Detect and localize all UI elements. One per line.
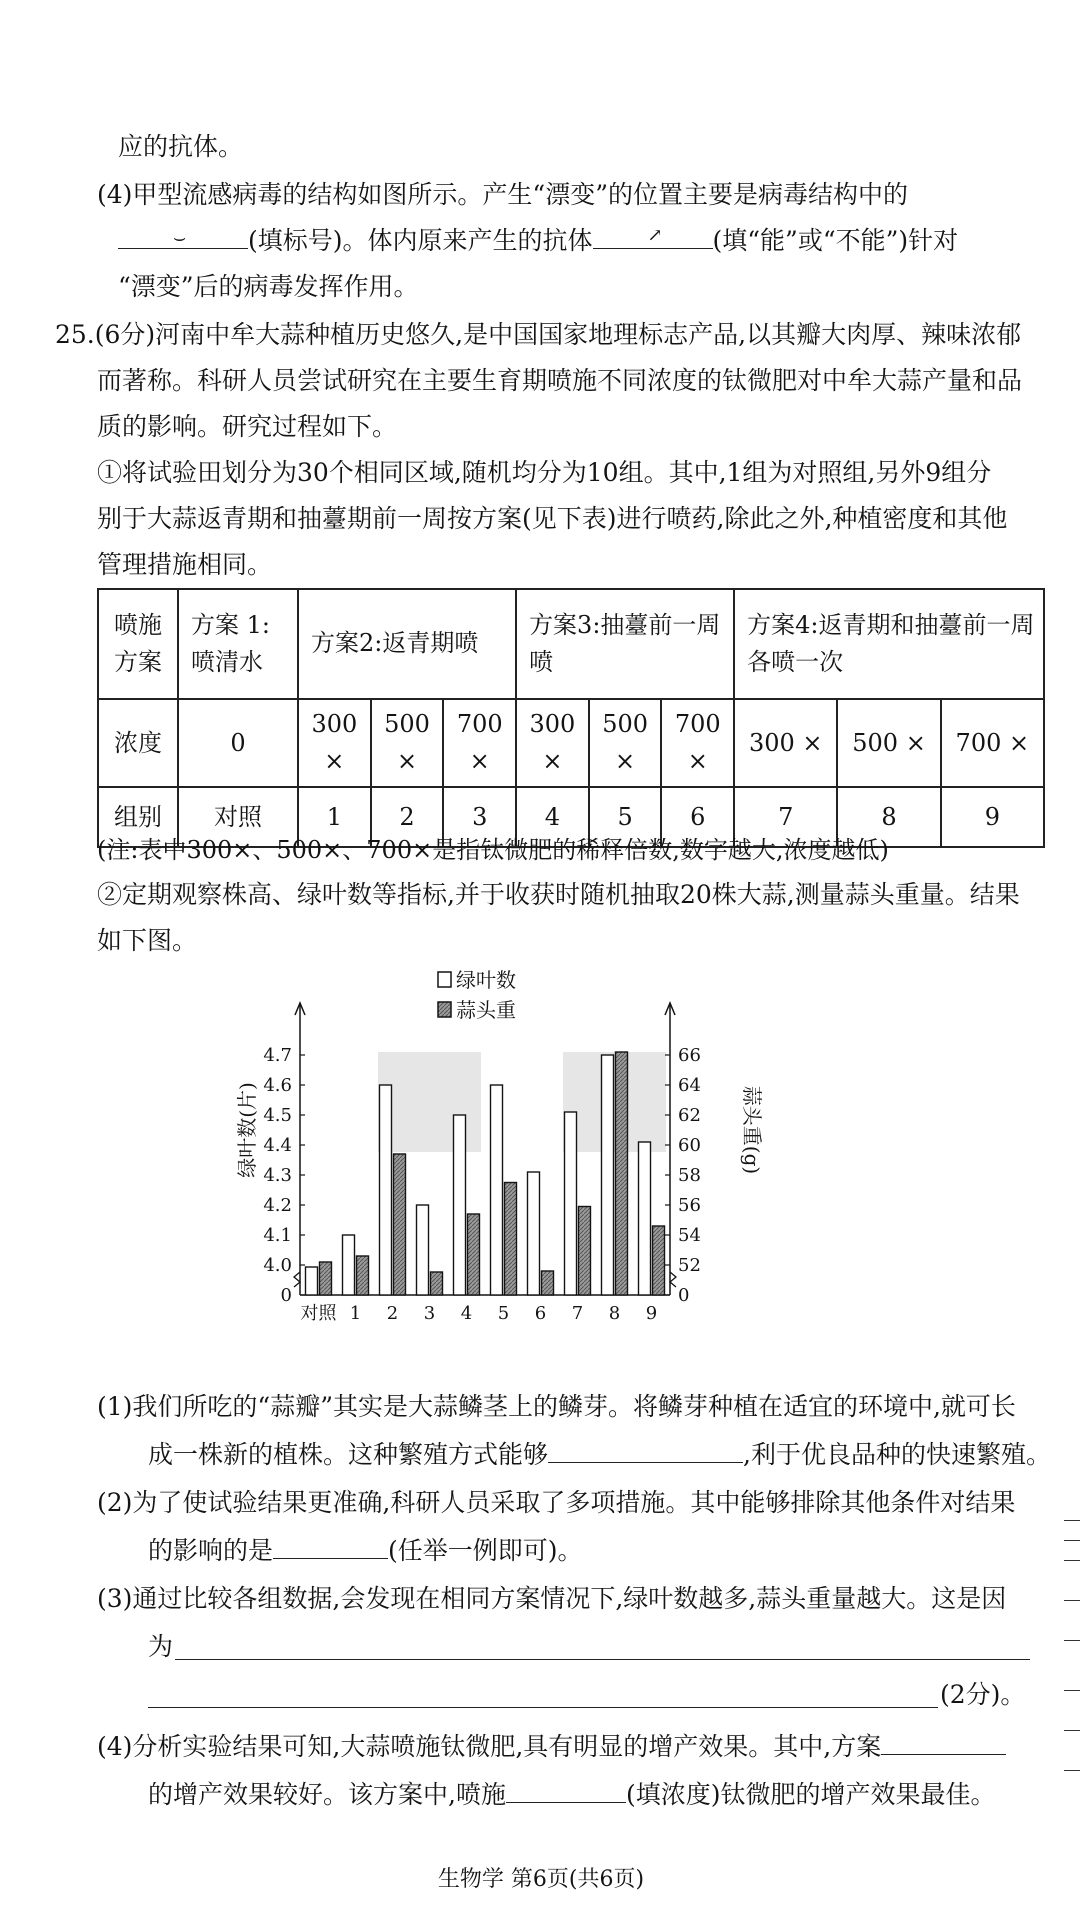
q25-4-answer-blank2[interactable]	[506, 1801, 626, 1803]
bar-green-leaf-count	[602, 1055, 614, 1295]
cell-conc-label: 浓度	[98, 699, 178, 787]
q25-intro-line3: 质的影响。研究过程如下。	[97, 412, 398, 441]
cell-group: 1	[298, 787, 371, 847]
margin-mark	[1064, 1540, 1080, 1541]
q25-intro-line2: 而著称。科研人员尝试研究在主要生育期喷施不同浓度的钛微肥对中牟大蒜产量和品	[97, 366, 1023, 395]
q25-1-line1: (1)我们所吃的“蒜瓣”其实是大蒜鳞茎上的鳞芽。将鳞芽种植在适宜的环境中,就可长	[97, 1392, 1016, 1421]
q24-4-line3: “漂变”后的病毒发挥作用。	[118, 272, 419, 301]
right-tick-label: 0	[678, 1285, 690, 1306]
x-tick-label: 对照	[300, 1303, 337, 1324]
bar-bulb-weight	[431, 1272, 443, 1295]
q25-3-answer-line1[interactable]	[175, 1658, 1030, 1660]
cell-conc: 300 ×	[516, 699, 589, 787]
cell-group: 3	[443, 787, 516, 847]
q25-2-line2-text-a: 的影响的是	[148, 1536, 274, 1565]
margin-mark	[1064, 1600, 1080, 1601]
scheme-table	[97, 588, 1045, 848]
bar-bulb-weight	[468, 1214, 480, 1295]
x-tick-label: 3	[423, 1303, 436, 1324]
left-tick-label: 4.7	[263, 1045, 292, 1066]
cell-group: 2	[371, 787, 444, 847]
cell-conc: 500 ×	[371, 699, 444, 787]
right-tick-label: 54	[678, 1225, 701, 1246]
margin-mark	[1064, 1690, 1080, 1691]
bar-green-leaf-count	[565, 1112, 577, 1295]
q25-4-line2	[148, 1780, 995, 1810]
x-tick-label: 1	[349, 1303, 362, 1324]
cell-scheme2: 方案2:返青期喷	[298, 589, 516, 699]
bar-green-leaf-count	[306, 1267, 318, 1295]
q25-step2-line1: ②定期观察株高、绿叶数等指标,并于收获时随机抽取20株大蒜,测量蒜头重量。结果	[97, 880, 1020, 909]
q25-4-line1	[97, 1732, 1006, 1762]
cell-group: 6	[661, 787, 734, 847]
x-tick-label: 5	[497, 1303, 510, 1324]
bar-bulb-weight	[394, 1154, 406, 1295]
bar-bulb-weight	[357, 1256, 369, 1295]
x-tick-label: 6	[534, 1303, 547, 1324]
bar-bulb-weight	[320, 1262, 332, 1295]
q25-1-answer-blank[interactable]	[548, 1461, 743, 1463]
shaded-scheme-region	[563, 1052, 666, 1152]
bar-green-leaf-count	[639, 1142, 651, 1295]
bar-bulb-weight	[653, 1226, 665, 1295]
left-tick-label: 4.1	[263, 1225, 292, 1246]
q25-2-line2-text-b: (任举一例即可)。	[388, 1536, 583, 1565]
left-tick-label: 4.4	[263, 1135, 292, 1156]
right-axis-title: 蒜头重(g)	[740, 1085, 764, 1175]
q25-step2-line2: 如下图。	[97, 926, 198, 955]
cell-conc: 300 ×	[298, 699, 371, 787]
left-tick-label: 4.0	[263, 1255, 292, 1276]
left-axis-title: 绿叶数(片)	[235, 1082, 259, 1178]
q24-4-line2	[118, 226, 958, 256]
margin-mark	[1064, 1560, 1080, 1561]
q25-3-points: (2分)。	[940, 1680, 1026, 1709]
q24-4-line2-end: (填“能”或“不能”)针对	[712, 226, 959, 255]
margin-mark	[1064, 1520, 1080, 1521]
handwriting-mark-1: ⌣	[173, 225, 187, 249]
left-axis-break	[294, 1272, 300, 1287]
cell-group: 4	[516, 787, 589, 847]
x-tick-label: 7	[571, 1303, 584, 1324]
cell-scheme-label: 喷施方案	[98, 589, 178, 699]
q25-4-line2-text-a: 的增产效果较好。该方案中,喷施	[148, 1780, 506, 1809]
left-tick-label: 4.2	[263, 1195, 292, 1216]
cell-conc: 0	[178, 699, 298, 787]
right-tick-label: 62	[678, 1105, 701, 1126]
cell-group-label: 组别	[98, 787, 178, 847]
margin-mark	[1064, 1730, 1080, 1731]
q25-3-line2: 为	[148, 1632, 174, 1661]
cell-group: 7	[734, 787, 837, 847]
q25-1-line2-text-a: 成一株新的植株。这种繁殖方式能够	[148, 1440, 549, 1469]
right-tick-label: 56	[678, 1195, 701, 1216]
q25-3-answer-line2[interactable]	[148, 1706, 938, 1708]
q24-4-line1: (4)甲型流感病毒的结构如图所示。产生“漂变”的位置主要是病毒结构中的	[97, 180, 908, 209]
right-tick-label: 52	[678, 1255, 701, 1276]
left-tick-label: 4.6	[263, 1075, 292, 1096]
cell-conc: 500 ×	[589, 699, 662, 787]
margin-mark	[1064, 1770, 1080, 1771]
table-row-scheme	[98, 589, 1044, 699]
right-tick-label: 64	[678, 1075, 701, 1096]
bar-bulb-weight	[616, 1052, 628, 1295]
q25-3-line1: (3)通过比较各组数据,会发现在相同方案情况下,绿叶数越多,蒜头重量越大。这是因	[97, 1584, 1007, 1613]
legend-swatch-green-leaf	[438, 972, 451, 987]
cell-conc: 700 ×	[661, 699, 734, 787]
x-tick-label: 8	[608, 1303, 621, 1324]
q25-4-answer-blank1[interactable]	[881, 1753, 1006, 1755]
q25-1-line2	[148, 1440, 1051, 1470]
cell-scheme4: 方案4:返青期和抽薹前一周各喷一次	[734, 589, 1044, 699]
x-tick-label: 9	[645, 1303, 658, 1324]
q25-intro-line1: 25.(6分)河南中牟大蒜种植历史悠久,是中国国家地理标志产品,以其瓣大肉厚、辣味浓郁	[55, 320, 1022, 349]
cell-group: 对照	[178, 787, 298, 847]
bar-green-leaf-count	[528, 1172, 540, 1295]
right-axis-break	[670, 1272, 676, 1287]
q24-4-line2-mid: (填标号)。体内原来产生的抗体	[248, 226, 593, 255]
q24-4-blank2[interactable]	[593, 225, 713, 249]
x-tick-label: 2	[386, 1303, 399, 1324]
left-tick-label: 4.5	[263, 1105, 292, 1126]
table-note: (注:表中300×、500×、700×是指钛微肥的稀释倍数,数字越大,浓度越低)	[97, 836, 889, 864]
margin-mark	[1064, 1640, 1080, 1641]
q24-tail-text: 应的抗体。	[118, 132, 244, 161]
right-tick-label: 60	[678, 1135, 701, 1156]
bar-green-leaf-count	[343, 1235, 355, 1295]
bar-green-leaf-count	[491, 1085, 503, 1295]
q25-step1-line3: 管理措施相同。	[97, 550, 273, 579]
q24-4-blank1[interactable]	[118, 225, 248, 249]
cell-conc: 700 ×	[443, 699, 516, 787]
q25-4-line1-text: (4)分析实验结果可知,大蒜喷施钛微肥,具有明显的增产效果。其中,方案	[97, 1732, 882, 1761]
q25-step1-line1: ①将试验田划分为30个相同区域,随机均分为10组。其中,1组为对照组,另外9组分	[97, 458, 992, 487]
bar-green-leaf-count	[454, 1115, 466, 1295]
bar-green-leaf-count	[380, 1085, 392, 1295]
legend-label-green-leaf: 绿叶数	[456, 968, 516, 992]
x-tick-label: 4	[460, 1303, 473, 1324]
q25-2-answer-blank[interactable]	[273, 1557, 388, 1559]
cell-scheme3: 方案3:抽薹前一周喷	[516, 589, 734, 699]
table-row-concentration	[98, 699, 1044, 787]
left-tick-label: 0	[280, 1285, 292, 1306]
cell-group: 8	[837, 787, 940, 847]
right-tick-label: 58	[678, 1165, 701, 1186]
legend-label-bulb-weight: 蒜头重	[456, 998, 516, 1022]
cell-conc: 300 ×	[734, 699, 837, 787]
q25-4-line2-text-b: (填浓度)钛微肥的增产效果最佳。	[625, 1780, 996, 1809]
cell-group: 5	[589, 787, 662, 847]
bar-green-leaf-count	[417, 1205, 429, 1295]
page-footer: 生物学 第6页(共6页)	[437, 1867, 645, 1892]
left-tick-label: 4.3	[263, 1165, 292, 1186]
bar-chart	[235, 968, 860, 1350]
q25-2-line2	[148, 1536, 583, 1566]
cell-scheme1: 方案 1:喷清水	[178, 589, 298, 699]
q25-1-line2-text-b: ,利于优良品种的快速繁殖。	[743, 1440, 1051, 1469]
legend-swatch-bulb-weight	[438, 1002, 451, 1017]
handwriting-mark-2: ↗	[647, 225, 663, 246]
chart-svg	[235, 968, 860, 1350]
q25-step1-line2: 别于大蒜返青期和抽薹期前一周按方案(见下表)进行喷药,除此之外,种植密度和其他	[97, 504, 1008, 533]
q25-2-line1: (2)为了使试验结果更准确,科研人员采取了多项措施。其中能够排除其他条件对结果	[97, 1488, 1016, 1517]
bar-bulb-weight	[542, 1271, 554, 1295]
cell-conc: 500 ×	[837, 699, 940, 787]
right-tick-label: 66	[678, 1045, 701, 1066]
bar-bulb-weight	[579, 1207, 591, 1296]
cell-group: 9	[941, 787, 1044, 847]
cell-conc: 700 ×	[941, 699, 1044, 787]
bar-bulb-weight	[505, 1183, 517, 1296]
